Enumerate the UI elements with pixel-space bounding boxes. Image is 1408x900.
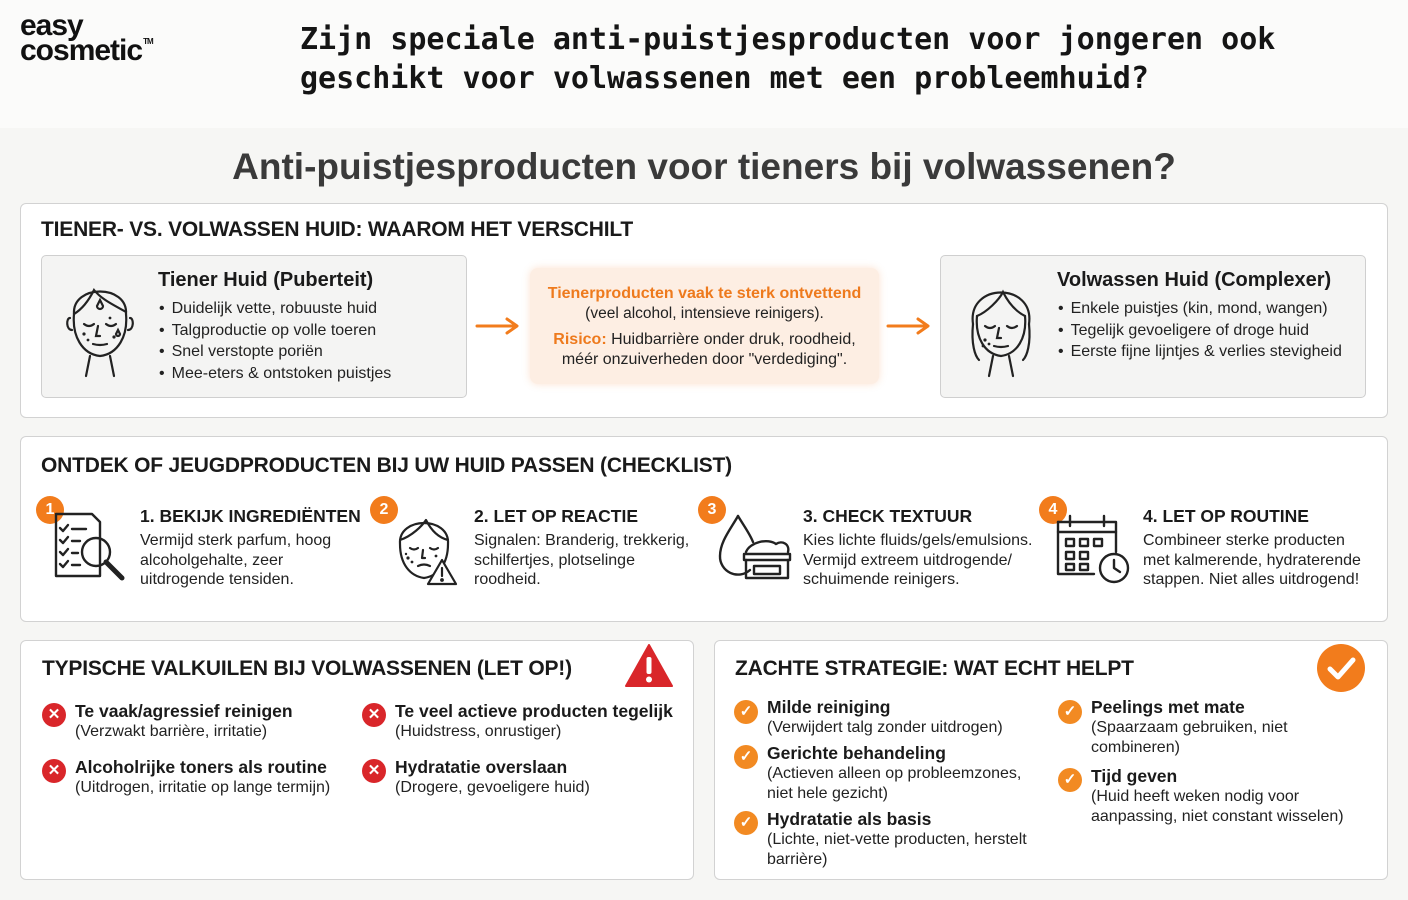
- teen-face-icon: [64, 274, 136, 378]
- logo-line2: cosmetic™: [20, 33, 153, 67]
- risk-text: Risico: Huidbarrière onder druk, roodheid, méér onzuiverheden door "verdediging".: [553, 331, 856, 368]
- pitfall-title: Te veel actieve producten tegelijk: [395, 701, 673, 721]
- pitfall-sub: (Huidstress, onrustiger): [395, 723, 562, 740]
- check-mark-icon: ✓: [734, 700, 758, 724]
- x-mark-icon: ✕: [42, 703, 66, 727]
- arrow-right-icon: [886, 316, 934, 336]
- pitfall-sub: (Uitdrogen, irritatie op lange termijn): [75, 779, 331, 796]
- checklist-magnifier-icon: [50, 510, 130, 586]
- arrow-right-icon: [475, 316, 523, 336]
- list-item: • Tegelijk gevoeligere of droge huid: [1058, 320, 1342, 342]
- step-text-2: Signalen: Branderig, trekkerig, schilfertjes, plotselinge roodheid.: [474, 532, 690, 588]
- step-text-1: Vermijd sterk parfum, hoog alcoholgehalte, zeer uitdrogende tensiden.: [140, 532, 332, 588]
- logo[interactable]: [20, 9, 153, 67]
- strategy-title-item: Milde reiniging: [767, 697, 891, 717]
- check-mark-icon: ✓: [734, 745, 758, 769]
- adult-face-icon: [965, 274, 1037, 378]
- header: [0, 0, 1408, 128]
- page-title: Anti-puistjesproducten voor tieners bij volwassenen?: [232, 146, 1176, 187]
- step-title-4: 4. LET OP ROUTINE: [1143, 506, 1309, 526]
- drop-cream-jar-icon: [716, 512, 796, 584]
- list-item: • Mee-eters & ontstoken puistjes: [159, 363, 391, 385]
- calendar-clock-icon: [1054, 512, 1134, 586]
- strategy-title: ZACHTE STRATEGIE: WAT ECHT HELPT: [735, 657, 1134, 680]
- check-mark-icon: ✓: [734, 811, 758, 835]
- page-question: Zijn speciale anti-puistjesproducten voor jongeren ook geschikt voor volwassenen met een probleemhuid?: [300, 22, 1276, 96]
- pitfall-title: Alcoholrijke toners als routine: [75, 757, 327, 777]
- step-badge-4: 4: [1039, 496, 1067, 524]
- teen-skin-list: [159, 298, 391, 384]
- adult-skin-card: [940, 255, 1366, 398]
- pitfall-sub: (Drogere, gevoeligere huid): [395, 779, 590, 796]
- irritated-face-warning-icon: [392, 510, 464, 586]
- adult-skin-title: Volwassen Huid (Complexer): [1057, 269, 1332, 291]
- pitfall-title: Te vaak/agressief reinigen: [75, 701, 293, 721]
- step-title-2: 2. LET OP REACTIE: [474, 506, 639, 526]
- list-item: • Talgproductie op volle toeren: [159, 320, 391, 342]
- list-item: • Snel verstopte poriën: [159, 341, 391, 363]
- check-mark-icon: ✓: [1058, 768, 1082, 792]
- list-item: • Duidelijk vette, robuuste huid: [159, 298, 391, 320]
- check-circle-icon: [1316, 643, 1366, 693]
- teen-product-warning: [530, 268, 879, 384]
- comparison-title: TIENER- VS. VOLWASSEN HUID: WAAROM HET VERSCHILT: [41, 218, 634, 241]
- warning-headline: Tienerproducten vaak te sterk ontvettend: [547, 285, 862, 302]
- step-text-3: Kies lichte fluids/gels/emulsions. Vermijd extreem uitdrogende/ schuimende reinigers.: [803, 532, 1033, 588]
- pitfall-sub: (Verzwakt barrière, irritatie): [75, 723, 268, 740]
- strategy-sub: (Actieven alleen op probleemzones, niet hele gezicht): [767, 765, 1022, 802]
- step-title-1: 1. BEKIJK INGREDIËNTEN: [140, 506, 361, 526]
- strategy-sub: (Lichte, niet-vette producten, herstelt barrière): [767, 831, 1027, 868]
- strategy-title-item: Peelings met mate: [1091, 697, 1245, 717]
- list-item: • Enkele puistjes (kin, mond, wangen): [1058, 298, 1342, 320]
- teen-skin-card: [41, 255, 467, 398]
- logo-line1: easy: [20, 9, 83, 42]
- x-mark-icon: ✕: [362, 759, 386, 783]
- step-badge-3: 3: [698, 496, 726, 524]
- strategy-title-item: Hydratatie als basis: [767, 809, 932, 829]
- step-text-4: Combineer sterke producten met kalmerende, hydraterende stappen. Niet alles uitdrogend!: [1143, 532, 1361, 588]
- pitfalls-title: TYPISCHE VALKUILEN BIJ VOLWASSENEN (LET OP!): [42, 657, 572, 680]
- check-mark-icon: ✓: [1058, 700, 1082, 724]
- warning-sub: (veel alcohol, intensieve reinigers).: [585, 305, 824, 322]
- warning-triangle-icon: [624, 643, 674, 689]
- checklist-title: ONTDEK OF JEUGDPRODUCTEN BIJ UW HUID PASSEN (CHECKLIST): [41, 454, 732, 477]
- step-badge-2: 2: [370, 496, 398, 524]
- list-item: • Eerste fijne lijntjes & verlies stevigheid: [1058, 341, 1342, 363]
- strategy-title-item: Tijd geven: [1091, 766, 1178, 786]
- strategy-sub: (Verwijdert talg zonder uitdrogen): [767, 719, 1003, 736]
- step-title-3: 3. CHECK TEXTUUR: [803, 506, 973, 526]
- pitfall-title: Hydratatie overslaan: [395, 757, 568, 777]
- strategy-title-item: Gerichte behandeling: [767, 743, 946, 763]
- teen-skin-title: Tiener Huid (Puberteit): [158, 269, 374, 291]
- x-mark-icon: ✕: [362, 703, 386, 727]
- x-mark-icon: ✕: [42, 759, 66, 783]
- adult-skin-list: [1058, 298, 1342, 363]
- strategy-sub: (Huid heeft weken nodig voor aanpassing, niet constant wisselen): [1091, 788, 1344, 825]
- strategy-sub: (Spaarzaam gebruiken, niet combineren): [1091, 719, 1288, 756]
- step-badge-1: 1: [36, 496, 64, 524]
